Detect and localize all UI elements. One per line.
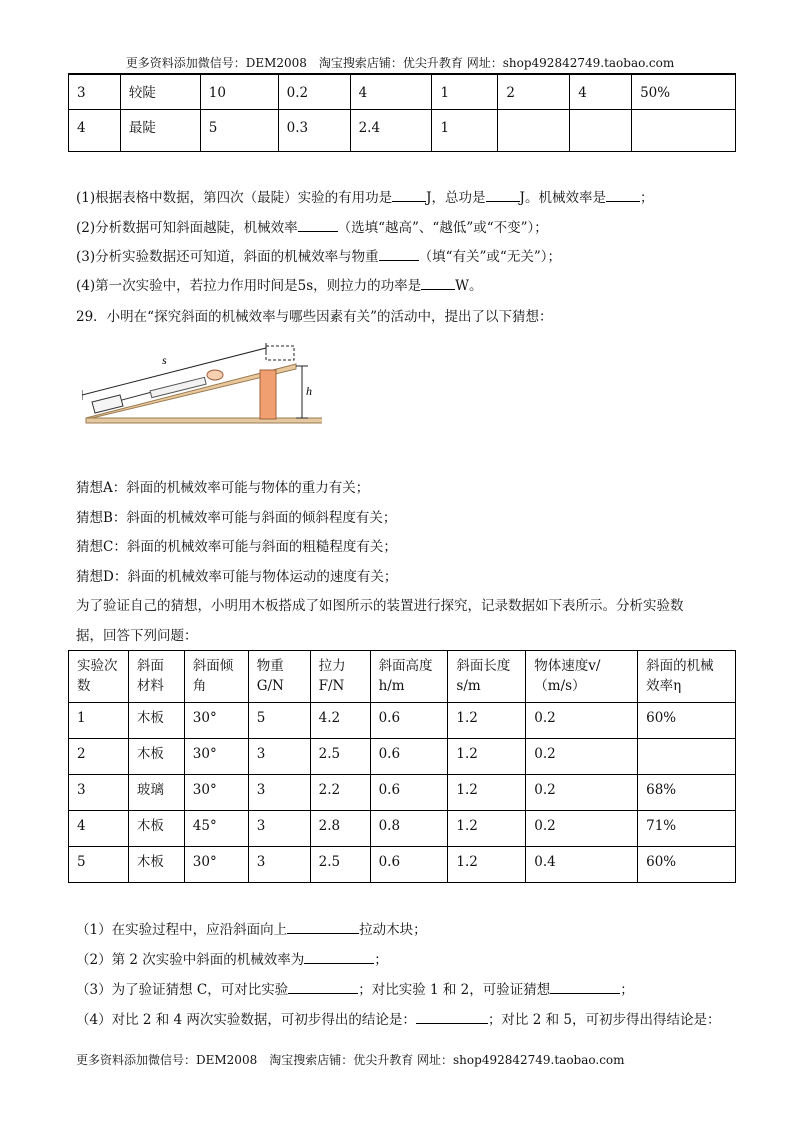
table-cell: 玻璃 [128,775,184,811]
table-cell: 3 [248,847,310,883]
table-cell: 2.2 [310,775,370,811]
table-row [69,811,736,847]
table-cell: 68% [638,775,736,811]
guess-b: 猜想B：斜面的机械效率可能与斜面的倾斜程度有关； [76,510,397,526]
table-cell: 30° [184,739,248,775]
table-cell: 0.2 [526,775,638,811]
table-cell: 4 [570,75,632,110]
table-row [69,75,736,110]
table-cell: 3 [248,739,310,775]
q29-part1: （1）在实验过程中，应沿斜面向上 拉动木块； [76,918,427,938]
table-cell: 2 [69,739,129,775]
q29-part2: （2）第 2 次实验中斜面的机械效率为 ； [76,948,388,968]
table-row [69,847,736,883]
table-cell: 5 [200,110,278,152]
table-cell: 1 [432,75,498,110]
table-cell: 1.2 [448,775,526,811]
table-cell: 3 [69,775,129,811]
hand-icon [207,370,223,380]
table-row [69,739,736,775]
table-cell: 30° [184,703,248,739]
table-cell: 0.8 [370,811,448,847]
s-label: s [162,353,167,367]
guess-d: 猜想D：斜面的机械效率可能与物体运动的速度有关； [76,569,398,585]
answer-blank[interactable] [486,187,520,202]
answer-blank[interactable] [550,979,620,994]
table-cell: 60% [638,703,736,739]
answer-blank[interactable] [392,187,426,202]
answer-blank[interactable] [421,275,455,290]
table-cell: 0.4 [526,847,638,883]
table-cell: 实验次数 [69,651,129,703]
table-cell: 2.5 [310,847,370,883]
table-cell: 2 [498,75,570,110]
table-cell: 4 [350,75,432,110]
q28-part3: (3)分析实验数据还可知道，斜面的机械效率与物重 （填“有关”或“无关”）； [76,245,561,265]
support-block [260,370,276,419]
table-cell: 1 [432,110,498,152]
table-cell: 1.2 [448,847,526,883]
table-cell: 30° [184,775,248,811]
h-label: h [306,384,312,398]
table-row [69,110,736,152]
table-cell: 5 [248,703,310,739]
table-cell [498,110,570,152]
table-cell: 斜面倾角 [184,651,248,703]
table-cell: 10 [200,75,278,110]
table-cell: 2.4 [350,110,432,152]
table-cell [638,739,736,775]
table-cell: 1.2 [448,811,526,847]
table-cell: 物重G/N [248,651,310,703]
answer-blank[interactable] [606,187,640,202]
table-cell: 物体速度v/（m/s） [526,651,638,703]
table-cell: 0.2 [526,811,638,847]
answer-blank[interactable] [416,1009,488,1024]
table-previous-experiment [68,74,736,152]
table-cell: 4 [69,110,121,152]
table-header-row [69,651,736,703]
guess-a: 猜想A：斜面的机械效率可能与物体的重力有关； [76,480,370,496]
table-cell: 2.5 [310,739,370,775]
table-cell: 斜面长度s/m [448,651,526,703]
answer-blank[interactable] [287,919,359,934]
q29-part3: （3）为了验证猜想 C，可对比实验 ；对比实验 1 和 2，可验证猜想 ； [76,978,634,998]
table-cell: 1 [69,703,129,739]
table-cell [570,110,632,152]
answer-blank[interactable] [304,949,374,964]
table-cell: 较陡 [120,75,200,110]
table-cell: 3 [248,811,310,847]
table-cell: 0.6 [370,775,448,811]
answer-blank[interactable] [379,246,419,261]
q29-part4: （4）对比 2 和 4 两次实验数据，可初步得出的结论是： ；对比 2 和 5，可初步得出得结论是： [76,1008,721,1028]
table-cell: 30° [184,847,248,883]
table-cell: 45° [184,811,248,847]
table-cell: 最陡 [120,110,200,152]
guess-c: 猜想C：斜面的机械效率可能与斜面的粗糙程度有关； [76,539,397,555]
table-cell: 0.6 [370,703,448,739]
table-cell: 1.2 [448,739,526,775]
page-footer: 更多资料添加微信号：DEM2008 淘宝搜索店铺：优尖升教育 网址：shop492842749.taobao.com [76,1053,625,1067]
table-cell: 木板 [128,739,184,775]
intro-line-2: 据，回答下列问题： [76,628,198,644]
q28-part1: (1)根据表格中数据，第四次（最陡）实验的有用功是 J，总功是 J。机械效率是 ； [76,186,653,206]
table-cell: 0.2 [278,75,350,110]
page-header: 更多资料添加微信号：DEM2008 淘宝搜索店铺：优尖升教育 网址：shop492842749.taobao.com [125,56,675,70]
table-cell: 0.6 [370,739,448,775]
string [122,392,152,400]
table-cell: 斜面的机械效率η [638,651,736,703]
table-cell: 木板 [128,847,184,883]
table-cell: 木板 [128,703,184,739]
table-cell [632,110,736,152]
table-cell: 4.2 [310,703,370,739]
table-cell: 木板 [128,811,184,847]
answer-blank[interactable] [288,979,358,994]
q28-part4: (4)第一次实验中，若拉力作用时间是5s，则拉力的功率是 W。 [76,274,483,294]
table-cell: 斜面材料 [128,651,184,703]
base-board [86,418,322,423]
q29-title: 29．小明在“探究斜面的机械效率与哪些因素有关”的活动中，提出了以下猜想： [76,309,553,325]
table-cell: 拉力F/N [310,651,370,703]
table-cell: 5 [69,847,129,883]
intro-line-1: 为了验证自己的猜想，小明用木板搭成了如图所示的装置进行探究，记录数据如下表所示。分析实验数 [76,598,684,614]
table-cell: 2.8 [310,811,370,847]
q28-part2: (2)分析数据可知斜面越陡，机械效率 （选填“越高”、“越低”或“不变”）； [76,216,548,236]
table-cell: 3 [248,775,310,811]
table-cell: 斜面高度h/m [370,651,448,703]
table-row [69,775,736,811]
table-cell: 0.2 [526,703,638,739]
answer-blank[interactable] [298,217,338,232]
displaced-block-outline [266,346,294,360]
table-cell: 3 [69,75,121,110]
table-cell: 1.2 [448,703,526,739]
table-cell: 71% [638,811,736,847]
table-incline-experiment [68,650,736,883]
table-cell: 60% [638,847,736,883]
inclined-plane-figure [82,340,322,432]
table-cell: 0.2 [526,739,638,775]
table-cell: 4 [69,811,129,847]
table-row [69,703,736,739]
table-cell: 50% [632,75,736,110]
table-cell: 0.6 [370,847,448,883]
table-cell: 0.3 [278,110,350,152]
